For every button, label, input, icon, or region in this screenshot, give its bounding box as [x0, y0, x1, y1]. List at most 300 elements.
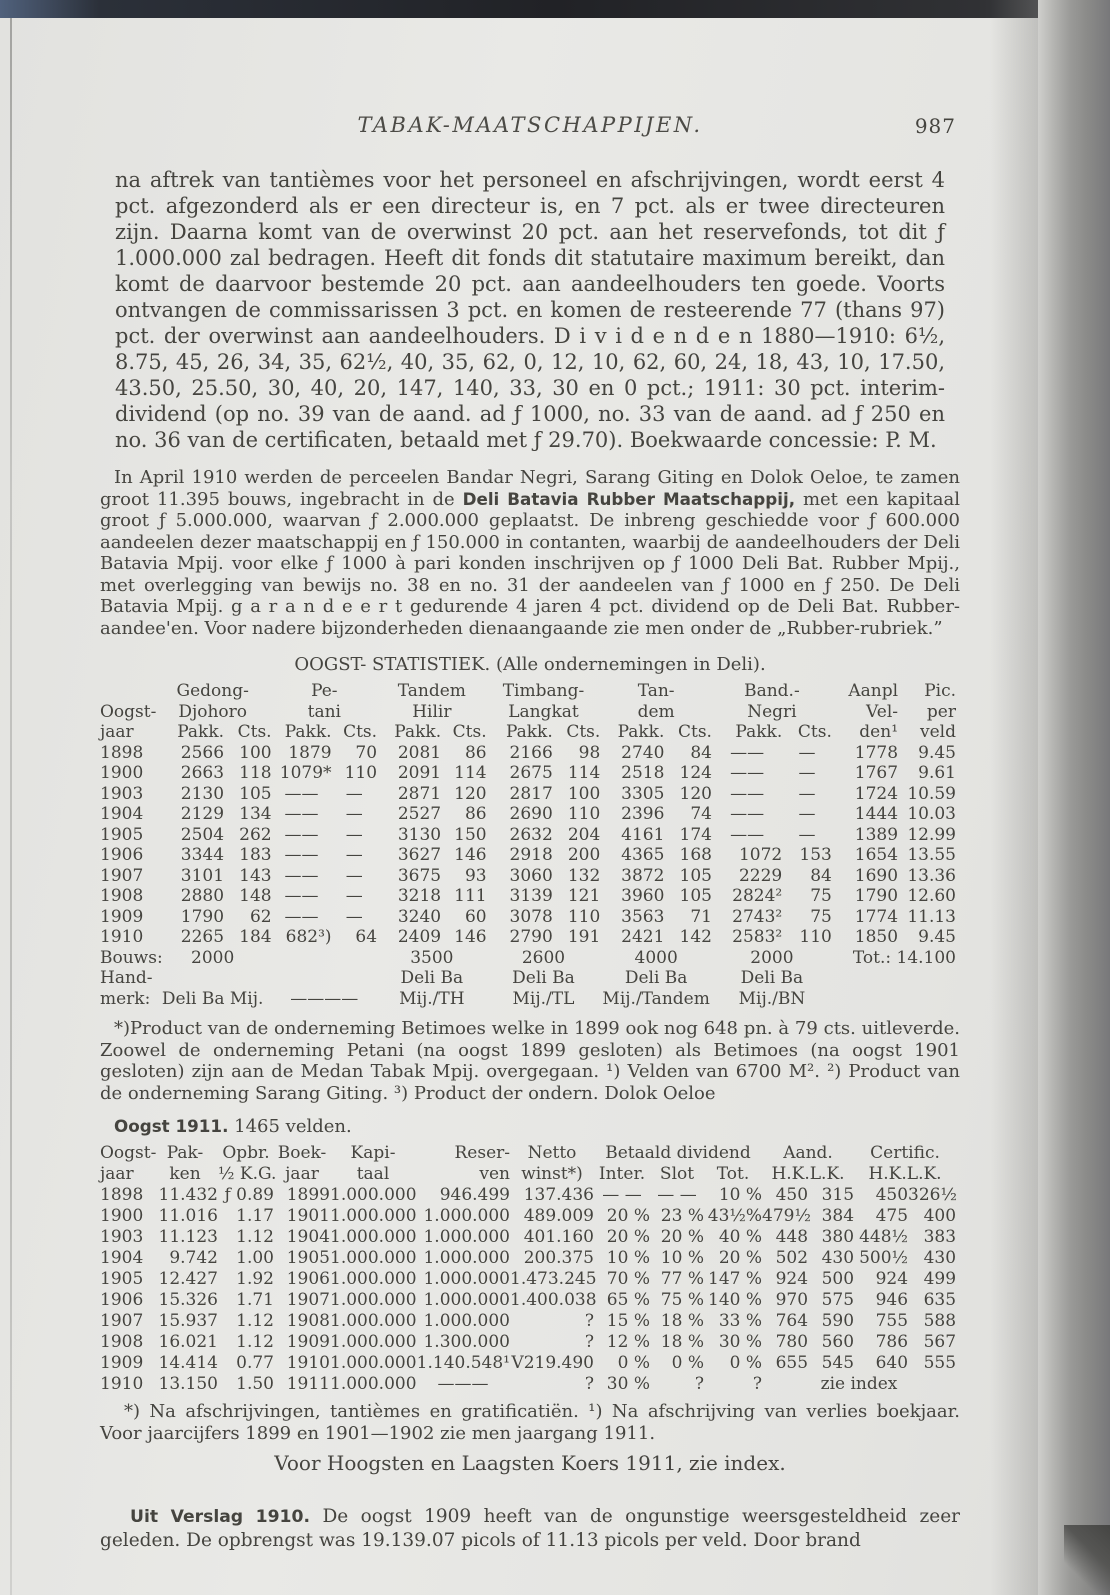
table-cell: 3500 [410, 947, 454, 968]
table-cell: 110 [799, 927, 832, 947]
table-cell: 2743² [732, 906, 783, 927]
table-cell: 1767 [854, 763, 899, 783]
table-row [100, 968, 956, 989]
index-reference-line: Voor Hoogsten en Laagsten Koers 1911, zie index. [274, 1451, 786, 1475]
table-cell: 16.021 [158, 1332, 218, 1352]
table-cell: 2409 [397, 927, 442, 947]
table-cell: 2632 [509, 824, 553, 845]
table-cell: 2091 [397, 763, 442, 783]
table-cell: 3218 [397, 886, 442, 906]
table-cell: —— [730, 824, 765, 845]
table-cell: 2600 [521, 947, 566, 968]
table-cell: 786 [875, 1332, 909, 1352]
table-cell: 2817 [509, 783, 553, 804]
table-cell: — — [657, 1185, 697, 1205]
table-cell: 153 [799, 845, 832, 865]
smallprint-text-pre: In April 1910 werden de perceelen Bandar Negri, Sarang Giting en Dolok Oeloe, te zamen groot 11.395 bouws, ingebracht in de [100, 467, 960, 510]
table-cell: ? [752, 1374, 763, 1394]
table-cell: Aanpl [848, 681, 899, 701]
table-cell: 18 % [660, 1311, 704, 1331]
table-cell: 2527 [397, 804, 442, 824]
table-cell: 12.60 [907, 886, 956, 906]
table-cell: 400 [923, 1206, 957, 1226]
book-edge-pages [1038, 0, 1110, 1595]
table-cell: 946.499 [439, 1185, 510, 1205]
table-cell: ven [479, 1164, 510, 1184]
table-cell: 110 [344, 763, 378, 783]
table-row [100, 907, 956, 928]
table-cell: —— [284, 824, 319, 845]
table-cell: 70 [355, 742, 378, 763]
table-cell: 0 % [671, 1353, 704, 1373]
table-cell: Deli Ba [624, 968, 688, 988]
table-cell: 9.742 [169, 1248, 218, 1268]
table-row [100, 1248, 956, 1269]
table-cell: ƒ 0.89 [224, 1185, 274, 1205]
table-cell: 2790 [509, 927, 553, 947]
table-cell: 635 [923, 1290, 957, 1310]
table-cell: 2000 [191, 947, 235, 968]
paragraph-smallprint [100, 467, 960, 639]
table-cell: 1.12 [236, 1311, 274, 1331]
table-cell: dem [637, 701, 675, 722]
table-cell: 315 [821, 1185, 855, 1205]
table-cell: Certific. [870, 1143, 940, 1163]
table-cell: 1899 [286, 1185, 330, 1205]
oogst-1911-table-header [100, 1143, 956, 1185]
table-cell: 1900 [100, 1206, 144, 1226]
table-cell: 3130 [397, 824, 442, 845]
table-cell: 11.123 [158, 1227, 218, 1247]
oogst-1911-table [100, 1143, 956, 1395]
table-cell: 588 [923, 1311, 957, 1331]
table-cell: 1.00 [236, 1248, 274, 1268]
table-cell: Pakk. [284, 722, 332, 742]
table-cell: Deli Ba [400, 968, 464, 988]
table-cell: 2740 [621, 742, 665, 763]
table-cell: den¹ [859, 722, 899, 742]
table-cell: 1.000.000 [330, 1374, 417, 1394]
table-cell: 3305 [621, 783, 665, 804]
oogst-table-summary [100, 948, 956, 1010]
table-cell: 1904 [286, 1227, 330, 1247]
table-cell: 384 [821, 1206, 855, 1226]
table-cell: 65 % [606, 1290, 650, 1310]
table-cell: 43½% [707, 1206, 763, 1226]
table-cell: 142 [679, 927, 712, 947]
table-cell: 2871 [397, 783, 442, 804]
table-cell: 1.300.000 [423, 1332, 510, 1352]
table-cell: 98 [578, 742, 601, 763]
table-cell: — [345, 845, 363, 865]
table-cell: 924 [875, 1269, 909, 1289]
table-cell: 1389 [854, 824, 899, 845]
table-cell: 1908 [100, 886, 144, 906]
table-cell: 1.12 [236, 1227, 274, 1247]
table-cell: Negri [747, 701, 797, 722]
table-row [100, 722, 956, 743]
table-cell: merk: [100, 988, 151, 1009]
table-cell: 545 [821, 1353, 855, 1373]
table-cell: 1.000.000 [330, 1332, 417, 1352]
oogst-1911-velden: 1465 velden. [228, 1116, 352, 1137]
table-cell: 77 % [660, 1269, 704, 1289]
table-cell: 1778 [854, 742, 899, 763]
table-cell: ? [694, 1374, 704, 1394]
table-cell: 1904 [100, 1248, 144, 1268]
table-cell: tani [307, 701, 341, 722]
table-cell: — [345, 865, 363, 886]
table-cell: 200.375 [523, 1248, 594, 1268]
table-cell: 575 [821, 1290, 855, 1310]
table-cell: 60 [464, 906, 487, 927]
page-title: TABAK-MAATSCHAPPIJEN. [357, 113, 703, 137]
table-cell: ken [169, 1164, 201, 1184]
table-cell: 4365 [621, 845, 665, 865]
table-cell: 15.326 [158, 1290, 218, 1310]
table-cell: 3563 [621, 906, 665, 927]
table-cell: 1910 [100, 1374, 144, 1394]
table-cell: 1.12 [236, 1332, 274, 1352]
table-cell: Boek- [277, 1143, 327, 1163]
table-row [100, 1143, 956, 1164]
table-cell: 383 [923, 1227, 957, 1247]
table-cell: 4000 [634, 947, 678, 968]
table-cell: 1900 [100, 763, 144, 783]
table-cell: 682³) [285, 927, 332, 947]
table-cell: 1.000.000 [330, 1269, 417, 1289]
table-cell: Band.- [744, 681, 800, 701]
table-cell: ——— [437, 1374, 489, 1394]
table-cell: 184 [239, 927, 272, 947]
table-cell: 121 [567, 886, 601, 906]
table-cell: 11.13 [907, 906, 956, 927]
table-cell: 13.36 [907, 865, 956, 886]
table-cell: 62 [249, 906, 272, 927]
page-fold-line [10, 18, 12, 1595]
table-cell: 1072 [738, 845, 783, 865]
table-cell: 1.473.245 [510, 1269, 597, 1289]
table-cell: 105 [679, 886, 712, 906]
table-cell: 2265 [180, 927, 225, 947]
table-cell: 71 [690, 906, 712, 927]
table-cell: 93 [464, 865, 487, 886]
table-cell: 148 [239, 886, 272, 906]
table-cell: 9.45 [918, 742, 956, 763]
table-cell: 1906 [286, 1269, 330, 1289]
table-cell: 3240 [397, 906, 442, 927]
table-cell: 2690 [509, 804, 553, 824]
table-cell: Pakk. [394, 722, 442, 742]
table-cell: 1905 [286, 1248, 330, 1268]
table-cell: 18 % [660, 1332, 704, 1352]
table-cell: 3139 [509, 886, 553, 906]
table-cell: —— [284, 865, 319, 886]
company-name-bold: Deli Batavia Rubber Maatschappij, [462, 488, 796, 509]
table-cell: 10 % [606, 1248, 650, 1268]
table-cell: 146 [454, 927, 487, 947]
table-cell: Hilir [412, 701, 452, 722]
table-row [100, 886, 956, 907]
table-cell: 780 [775, 1332, 809, 1352]
table-cell: 143 [239, 865, 272, 886]
table-cell: 1907 [100, 865, 144, 886]
table-cell: 1.140.548¹ [416, 1353, 510, 1373]
table-cell: 1906 [100, 845, 144, 865]
table-cell: 11.432 [158, 1185, 218, 1205]
table-cell: 640 [875, 1353, 909, 1373]
table-cell: Hand- [100, 968, 153, 988]
table-cell: — [798, 783, 816, 804]
oogst-statistiek-table [100, 681, 956, 1009]
table-cell: —— [284, 783, 319, 804]
table-row [100, 948, 956, 969]
table-cell: ———— [290, 988, 359, 1009]
table-cell: 430 [821, 1248, 855, 1268]
table-cell: 84 [690, 742, 712, 763]
table-cell: 2130 [180, 783, 225, 804]
table-cell: 401.160 [523, 1227, 594, 1247]
table-cell: 2229 [738, 865, 783, 886]
verslag-label: Uit Verslag 1910. [130, 1507, 311, 1527]
table-cell: 1905 [100, 1269, 144, 1289]
table-cell: 137.436 [523, 1185, 594, 1205]
table-row [100, 784, 956, 805]
table-cell: 84 [810, 865, 832, 886]
table-row [100, 927, 956, 948]
table-cell: 1.000.000 [423, 1290, 510, 1310]
table-cell: 2396 [621, 804, 665, 824]
table-cell: 191 [567, 927, 601, 947]
table-cell: 502 [775, 1248, 809, 1268]
table-cell: 500½ [859, 1248, 909, 1268]
table-cell: 20 % [606, 1227, 650, 1247]
oogst-table-title: OOGST- STATISTIEK. (Alle ondernemingen in Deli). [294, 654, 766, 675]
table-cell: 0.77 [236, 1353, 274, 1373]
table-cell: 1.92 [236, 1269, 274, 1289]
table-cell: 1905 [100, 824, 144, 845]
table-cell: 2566 [180, 742, 225, 763]
table-cell: 20 % [606, 1206, 650, 1226]
table-cell: Cts. [677, 722, 712, 742]
table-cell: 75 [810, 906, 832, 927]
table-cell: 1654 [854, 845, 899, 865]
table-cell: 30 % [606, 1374, 650, 1394]
table-cell: 2880 [180, 886, 225, 906]
running-header [100, 113, 960, 139]
table-cell: Netto [527, 1143, 577, 1163]
table-cell: 86 [464, 742, 487, 763]
table-cell: 1790 [180, 906, 225, 927]
footnote-1911-table: *) Na afschrijvingen, tantièmes en gratificatiën. ¹) Na afschrijving van verlies boekjaar. Voor jaarcijfers 1899 en 1901—1902 zie men jaargang 1911. [100, 1401, 960, 1444]
table-cell [272, 948, 377, 969]
table-cell: —— [730, 742, 765, 763]
table-cell: — [345, 824, 363, 845]
table-cell: 3101 [180, 865, 225, 886]
table-cell: Deli Ba Mij. [161, 988, 264, 1009]
table-cell: 105 [239, 783, 272, 804]
table-cell: 1903 [100, 783, 144, 804]
table-cell [832, 968, 956, 989]
table-cell: 10 % [660, 1248, 704, 1268]
table-cell: 2824² [732, 886, 783, 906]
table-cell: 10 % [718, 1185, 763, 1205]
table-cell: — [798, 742, 816, 763]
table-cell: 183 [239, 845, 272, 865]
table-cell: 200 [567, 845, 601, 865]
page-number: 987 [914, 114, 956, 138]
table-cell: H.K.L.K. [868, 1164, 942, 1184]
table-cell: 3960 [621, 886, 665, 906]
table-cell: 2421 [621, 927, 665, 947]
table-cell: Mij./TH [399, 988, 465, 1009]
table-cell: 590 [821, 1311, 855, 1331]
paragraph-main: na aftrek van tantièmes voor het personeel en afschrijvingen, wordt eerst 4 pct. afgezonderd als er een directeur is, en 7 pct. als er twee directeuren zijn. Daarna komt van de overwinst 20 pct. aan het reservefonds, tot dit ƒ 1.000.000 zal bedragen. Heeft dit fonds dit statutaire maximum bereikt, dan komt de daarvoor bestemde 20 pct. aan aandeelhouders ten goede. Voorts ontvangen de commissarissen 3 pct. en komen de resteerende 77 (thans 97) pct. der overwinst aan aandeelhouders. D i v i d e n d e n 1880—1910: 6½, 8.75, 45, 26, 34, 35, 62½, 40, 35, 62, 0, 12, 10, 62, 60, 24, 18, 43, 10, 17.50, 43.50, 25.50, 30, 40, 20, 147, 140, 33, 30 en 0 pct.; 1911: 30 pct. interim-dividend (op no. 39 van de aand. ad ƒ 1000, no. 33 van de aand. ad ƒ 250 en no. 36 van de certificaten, betaald met ƒ 29.70). Boekwaarde concessie: P. M. [115, 168, 945, 452]
table-cell [100, 681, 154, 702]
table-cell: 500 [821, 1269, 855, 1289]
table-cell: 120 [454, 783, 487, 804]
table-cell: — [798, 763, 816, 783]
table-cell: 3627 [397, 845, 442, 865]
table-cell: 13.150 [158, 1374, 218, 1394]
table-cell: 560 [821, 1332, 855, 1352]
table-cell: 75 [810, 886, 832, 906]
book-edge-soft-shadow [990, 0, 1038, 1595]
table-cell: Opbr. [222, 1143, 270, 1163]
table-cell: 1.000.000 [423, 1206, 510, 1226]
oogst-table-body [100, 743, 956, 948]
table-row [100, 804, 956, 825]
table-cell: 1904 [100, 804, 144, 824]
table-cell: winst*) [521, 1164, 583, 1184]
table-cell: 1909 [100, 1353, 144, 1373]
table-cell: 970 [775, 1290, 809, 1310]
table-cell: 0 % [729, 1353, 763, 1373]
table-row [100, 989, 956, 1010]
table-cell: 1.50 [236, 1374, 274, 1394]
table-cell: 20 % [718, 1248, 763, 1268]
table-cell: —— [730, 763, 765, 783]
table-cell: 100 [567, 783, 601, 804]
table-cell: 120 [679, 783, 712, 804]
table-row [100, 1374, 956, 1395]
table-cell: Deli Ba [740, 968, 804, 988]
table-cell: Cts. [452, 722, 487, 742]
table-cell: Mij./Tandem [602, 988, 710, 1009]
table-cell: 1909 [100, 906, 144, 927]
table-row [100, 825, 956, 846]
table-cell: 1908 [286, 1311, 330, 1331]
table-cell: — — [602, 1185, 642, 1205]
table-cell: 150 [454, 824, 487, 845]
table-cell: —— [284, 906, 319, 927]
table-cell: 1910 [100, 927, 144, 947]
table-cell: 1906 [100, 1290, 144, 1310]
table-cell: Aand. [783, 1143, 833, 1163]
table-cell: 10.03 [907, 804, 956, 824]
table-cell: 146 [454, 845, 487, 865]
table-row [100, 1206, 956, 1227]
table-cell: 132 [567, 865, 601, 886]
table-cell: Pak- [166, 1143, 204, 1163]
table-cell: 86 [464, 804, 487, 824]
table-cell: Timbang- [502, 681, 585, 701]
table-cell: —— [284, 845, 319, 865]
table-cell [832, 989, 956, 1010]
table-cell: 755 [875, 1311, 909, 1331]
table-row [100, 845, 956, 866]
table-cell: 1.71 [236, 1290, 274, 1310]
table-cell: Vel- [866, 701, 899, 722]
table-cell: 1907 [286, 1290, 330, 1310]
table-cell [272, 968, 377, 989]
table-cell: 2129 [180, 804, 225, 824]
table-cell: V219.490 [511, 1353, 594, 1373]
table-cell: —— [284, 804, 319, 824]
table-cell: 12.427 [158, 1269, 218, 1289]
table-cell: Pakk. [617, 722, 665, 742]
table-cell: 9.61 [918, 763, 956, 783]
table-cell: 4161 [621, 824, 665, 845]
table-cell: Tot. [716, 1164, 750, 1184]
table-cell: 262 [239, 824, 272, 845]
table-cell: zie index [820, 1374, 898, 1394]
oogst-1911-heading [114, 1116, 960, 1137]
table-cell: 9.45 [918, 927, 956, 947]
table-cell: 1079* [279, 763, 332, 783]
table-row [100, 1311, 956, 1332]
table-cell: 1903 [100, 1227, 144, 1247]
table-cell: 1901 [286, 1206, 330, 1226]
table-row [100, 681, 956, 702]
table-cell: 1724 [854, 783, 899, 804]
table-cell: 11.016 [158, 1206, 218, 1226]
table-cell: 168 [679, 845, 712, 865]
table-cell: 479½ [762, 1206, 811, 1226]
table-cell: 100 [239, 742, 272, 763]
table-cell: jaar [285, 1164, 319, 1184]
table-cell: Tot.: 14.100 [852, 947, 956, 968]
table-cell: 1898 [100, 742, 144, 763]
table-cell: 1.000.000 [423, 1269, 510, 1289]
table-cell: — [345, 804, 363, 824]
table-row [100, 1332, 956, 1353]
table-cell: 1.000.000 [330, 1248, 417, 1268]
table-cell: jaar [100, 1164, 134, 1184]
table-cell: 124 [679, 763, 712, 783]
table-cell: Pic. [924, 681, 956, 701]
verslag-text: De oogst 1909 heeft van de ongunstige weersgesteldheid zeer geleden. De opbrengst was 19.139.07 picols of 11.13 picols per veld. Door brand [100, 1506, 960, 1551]
table-cell: 1907 [100, 1311, 144, 1331]
table-cell: 110 [567, 906, 601, 927]
table-cell: jaar [100, 722, 134, 742]
table-cell: 1444 [854, 804, 899, 824]
table-cell: 1.000.000 [330, 1185, 417, 1205]
table-cell: 3675 [397, 865, 442, 886]
table-cell: 23 % [660, 1206, 704, 1226]
table-cell: Inter. [598, 1164, 646, 1184]
table-cell: 1.000.000 [330, 1311, 417, 1331]
table-cell: Djohoro [178, 701, 247, 722]
table-cell: 1.000.000 [330, 1206, 417, 1226]
table-cell: 111 [454, 886, 487, 906]
table-cell: 448 [775, 1227, 809, 1247]
table-cell: 105 [679, 865, 712, 886]
table-cell: 15.937 [158, 1311, 218, 1331]
table-cell: 1.000.000 [330, 1290, 417, 1310]
table-cell: —— [284, 886, 319, 906]
table-cell: 1850 [854, 927, 899, 947]
